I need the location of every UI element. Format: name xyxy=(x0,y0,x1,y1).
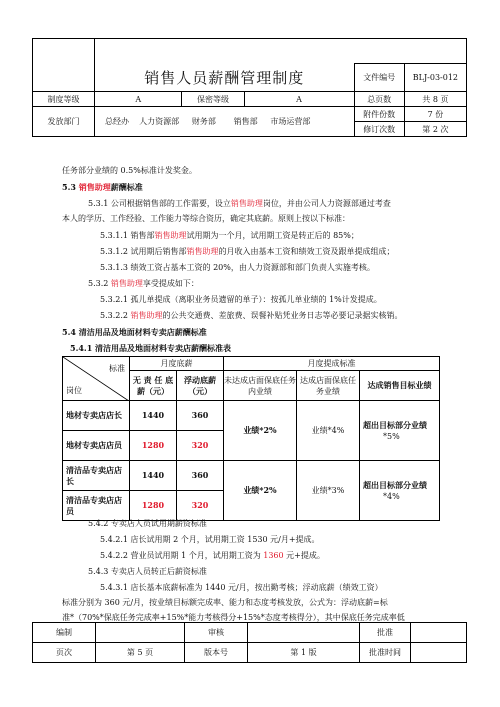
dept-item: 财务部 xyxy=(191,117,216,126)
doc-no-label: 文件编号 xyxy=(354,64,404,92)
h-hit-store: 达成店面保底任务业绩 xyxy=(297,371,360,401)
dept-item: 销售部 xyxy=(233,117,258,126)
level-value: A xyxy=(94,92,182,107)
header-table xyxy=(32,38,467,137)
text: 享受提成如下： xyxy=(142,279,199,288)
rev-value: 第 2 次 xyxy=(404,122,466,137)
pages-label: 总页数 xyxy=(354,92,404,107)
table-row xyxy=(63,401,440,431)
footer-table xyxy=(32,622,467,663)
h-base: 月度底薪 xyxy=(130,357,224,371)
highlight: 销售助理 xyxy=(154,231,187,240)
para-5-4-2-1: 5.4.2.1 店长试用期 2 个月，试用期工资 1530 元/月+提成。 xyxy=(100,535,320,544)
para-5-3-1-2 xyxy=(100,245,395,259)
fixed-cell: 1440 xyxy=(130,461,177,491)
para-5-4-3-1-cont: 标准分别为 360 元/月，按业绩目标额完成率、能力和态度考核发放，公式为：浮动底薪=标 xyxy=(62,598,388,607)
dept-item: 总经办 xyxy=(104,117,129,126)
approve-value xyxy=(411,623,467,643)
highlight: 销售助理 xyxy=(110,279,143,288)
miss-store-cell: 业绩*2% xyxy=(224,461,297,521)
h-comm: 月度提成标准 xyxy=(224,357,440,371)
dept-list xyxy=(94,107,354,137)
pay-table xyxy=(62,356,440,521)
para-5-4-3-1-cont2: 准*（70%*保底任务完成率+15%*能力考核得分+15%*态度考核得分），其中保底任务完成率低 xyxy=(62,613,405,622)
pos-cell: 清洁品专卖店店长 xyxy=(63,461,130,491)
para-5-3-2-2 xyxy=(100,309,403,323)
review-label: 审核 xyxy=(185,623,248,643)
text: 5.3.1.2 试用期后销售部 xyxy=(100,247,187,256)
pos-cell: 地材专卖店店长 xyxy=(63,401,130,431)
text: 的公共交通费、差旅费、误餐补贴凭业务日志等必要记录据实核销。 xyxy=(162,311,403,320)
text: 5.3.2.2 xyxy=(100,311,131,320)
doc-no: BLJ-03-012 xyxy=(404,64,466,92)
para-5-3-2 xyxy=(88,277,199,291)
logo-cell xyxy=(33,39,95,92)
para-5-4-3: 5.4.3 专卖店人员转正后薪资标准 xyxy=(88,567,207,576)
dept-item: 人力资源部 xyxy=(139,117,180,126)
pos-cell: 地材专卖店店员 xyxy=(63,431,130,461)
text: 岗位，并由公司人力资源部通过考查 xyxy=(262,199,391,208)
secret-value: A xyxy=(244,92,354,107)
float-cell: 360 xyxy=(177,461,224,491)
para-5-3-1-cont: 本人的学历、工作经验、工作能力等综合资历，确定其底薪。原则上按以下标准： xyxy=(62,214,350,223)
float-cell: 320 xyxy=(177,431,224,461)
review-value xyxy=(248,623,360,643)
float-cell: 320 xyxy=(177,491,224,521)
text: 元+提成。 xyxy=(283,551,325,560)
para-5-3-1-3: 5.3.1.3 绩效工资占基本工资的 20%，由人力资源部和部门负责人实施考核。 xyxy=(100,263,375,272)
ver-value: 第 1 版 xyxy=(248,643,360,663)
secret-label: 保密等级 xyxy=(182,92,244,107)
h-fixed: 无 责 任 底薪（元） xyxy=(130,371,177,401)
edit-value xyxy=(96,623,185,643)
fixed-cell: 1440 xyxy=(130,401,177,431)
text: 超出目标部分业绩 xyxy=(363,419,427,430)
para-5-3-2-1: 5.3.2.1 孤儿单提成（离职业务员遗留的单子）：按孤儿单业绩的 1%计发提成。 xyxy=(100,295,382,304)
hit-store-cell: 业绩*4% xyxy=(297,401,360,461)
table-row xyxy=(63,461,440,491)
text: 试用期为一个月，试用期工资是转正后的 85%； xyxy=(186,231,359,240)
doc-title: 销售人员薪酬管理制度 xyxy=(94,64,354,92)
section-5-3 xyxy=(62,180,143,194)
approve-time-label: 批准时间 xyxy=(360,643,411,663)
dept-label: 发放部门 xyxy=(33,107,95,137)
ver-label: 版本号 xyxy=(185,643,248,663)
text: 超出目标部分业绩 xyxy=(363,479,427,490)
para-5-4-3-1: 5.4.3.1 店长基本底薪标准为 1440 元/月，按出勤考核；浮动底薪（绩效工资） xyxy=(100,583,383,592)
h-float: 浮动底薪（元） xyxy=(177,371,224,401)
corner-std: 标准 xyxy=(109,364,125,373)
edit-label: 编制 xyxy=(33,623,96,643)
dept-item: 市场运营部 xyxy=(270,117,311,126)
para-5-3-1 xyxy=(88,197,391,211)
page-value: 第 5 页 xyxy=(96,643,185,663)
float-cell: 360 xyxy=(177,401,224,431)
page-label: 页次 xyxy=(33,643,96,663)
para-5-3-1-1 xyxy=(100,229,359,243)
text: *4% xyxy=(383,491,400,501)
highlight: 销售助理 xyxy=(130,311,163,320)
pages-value: 共 8 页 xyxy=(404,92,466,107)
h-miss-store: 未达成店面保底任务内业绩 xyxy=(224,371,297,401)
para-5-4-2-2 xyxy=(100,549,325,563)
approve-time-value xyxy=(411,643,467,663)
copies-value: 7 份 xyxy=(404,107,466,122)
pos-cell: 清洁品专卖店店员 xyxy=(63,491,130,521)
para-l1: 任务部分业绩的 0.5%标准计发奖金。 xyxy=(62,166,197,175)
hit-sales-cell xyxy=(360,461,440,521)
highlight: 销售助理 xyxy=(186,247,219,256)
text: 的月收入由基本工资和绩效工资及跟单提成组成； xyxy=(218,247,395,256)
approve-label: 批准 xyxy=(360,623,411,643)
text: 5.3.1 公司根据销售部的工作需要，设立 xyxy=(88,199,231,208)
hit-sales-cell xyxy=(360,401,440,461)
table-caption: 5.4.1 清洁用品及地面材料专卖店薪酬标准表 xyxy=(70,343,232,353)
text: 5.4.2.2 营业员试用期 1 个月，试用期工资为 xyxy=(100,551,264,560)
fixed-cell: 1280 xyxy=(130,431,177,461)
level-label: 制度等级 xyxy=(33,92,95,107)
hit-store-cell: 业绩*3% xyxy=(297,461,360,521)
corner-cell xyxy=(63,357,130,401)
section-text: 薪酬标准 xyxy=(110,182,143,192)
para-5-4-2: 5.4.2 专卖店人员试用期薪资标准 xyxy=(88,519,207,528)
rev-label: 修订次数 xyxy=(354,122,404,137)
copies-label: 附件份数 xyxy=(354,107,404,122)
highlight: 销售助理 xyxy=(230,199,263,208)
h-hit-sales: 达成销售目标业绩 xyxy=(360,371,440,401)
text: *5% xyxy=(383,431,400,441)
corner-pos: 岗位 xyxy=(66,386,82,395)
section-num: 5.3 xyxy=(62,182,79,192)
highlight: 1360 xyxy=(263,551,284,560)
section-5-4: 5.4 清洁用品及地面材料专卖店薪酬标准 xyxy=(62,327,207,337)
header-blank xyxy=(94,39,466,64)
text: 5.3.2 xyxy=(88,279,111,288)
highlight: 销售助理 xyxy=(78,182,111,192)
miss-store-cell: 业绩*2% xyxy=(224,401,297,461)
text: 5.3.1.1 销售部 xyxy=(100,231,155,240)
fixed-cell: 1280 xyxy=(130,491,177,521)
